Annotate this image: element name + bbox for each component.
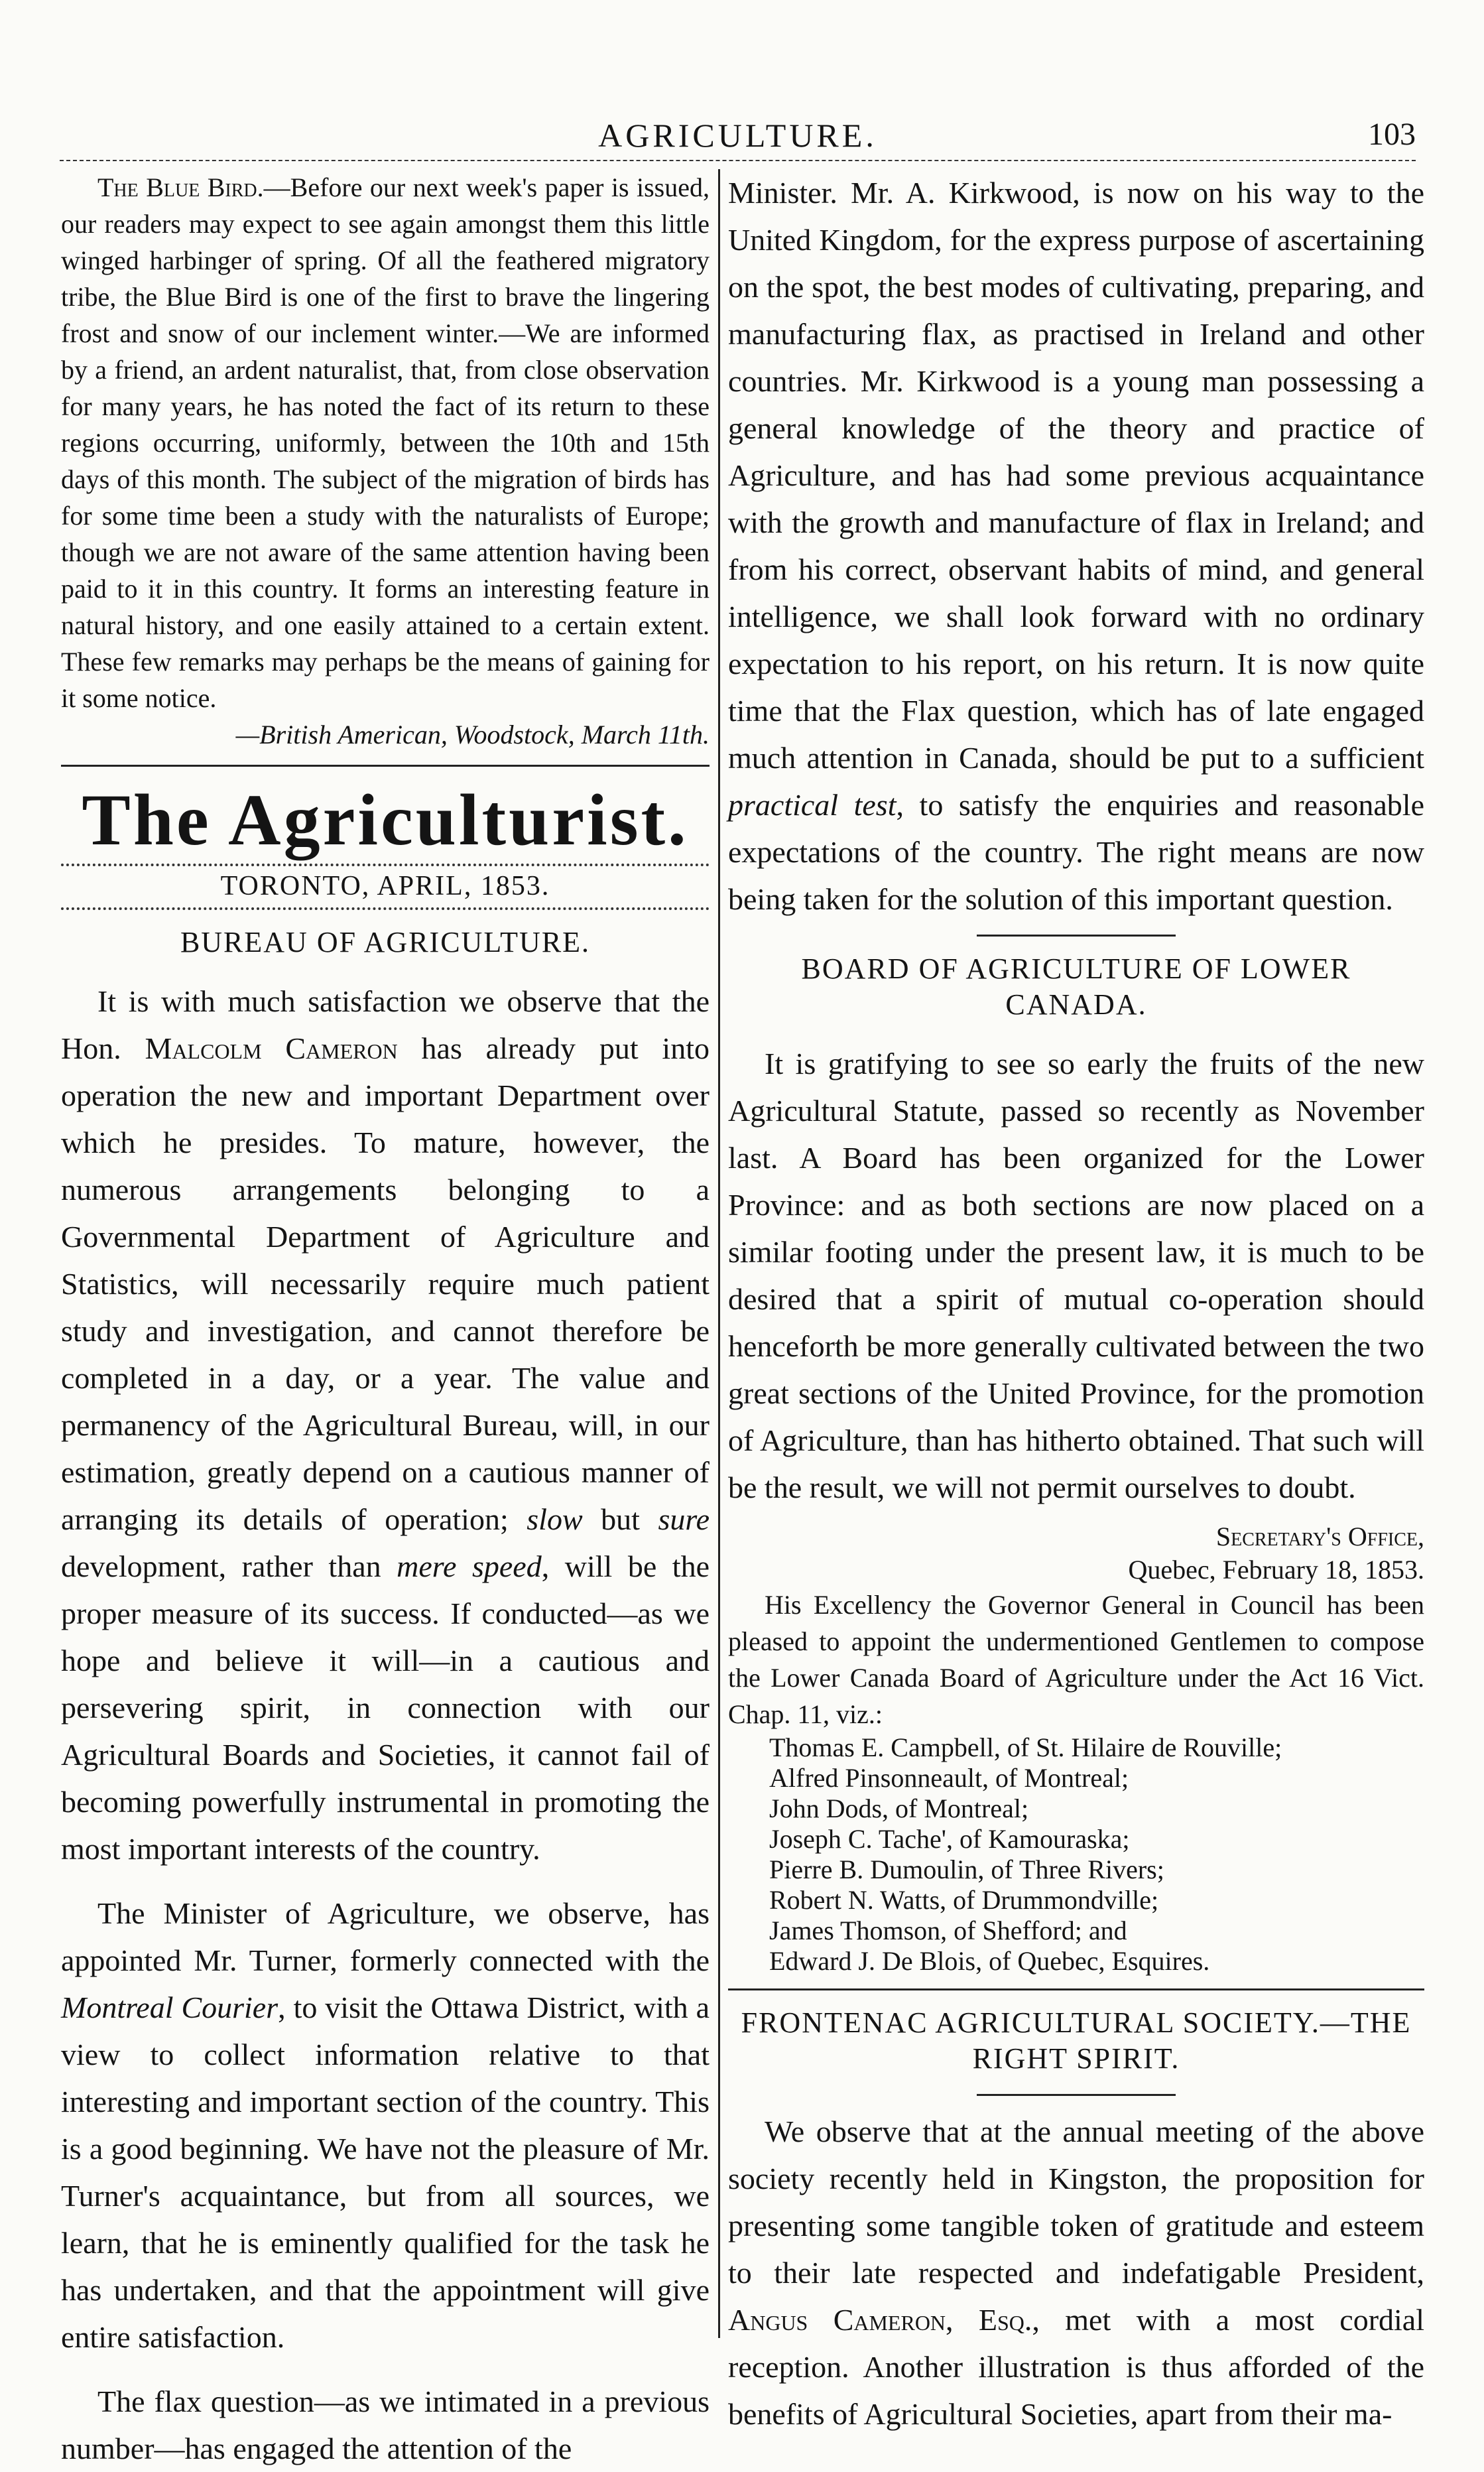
bureau-p1-mid: has already put into operation the new and important Department over which he presides. To mature, however, the numerous arrangements belonging to a Governmental Department of Agriculture and Statistics, will necessarily require much patient study and investigation, and cannot therefore be completed in a day, or a year. The value and permanency of the Agricultural Bureau, will, in our estimation, greatly depend on a cautious manner of arranging its details of operation;	[61, 1031, 710, 1536]
bureau-p2-before: The Minister of Agriculture, we observe, has appointed Mr. Turner, formerly connected with the	[61, 1896, 710, 1977]
appointee: James Thomson, of Shefford; and	[769, 1916, 1127, 1945]
dateline-ornament	[61, 907, 710, 910]
flax-continuation	[728, 169, 1424, 923]
bureau-p2-paper: Montreal Courier	[61, 1990, 278, 2024]
board-paragraph: It is gratifying to see so early the fruits of the new Agricultural Statute, passed so recently as November last. A Board has been organized for the Lower Province: and as both sections are now placed on a similar footing under the present law, it is much to be desired that a spirit of mutual co-operation should henceforth be more generally cultivated between the two great sections of the United Province, for the promotion of Agriculture, than has hitherto obtained. That such will be the result, we will not permit ourselves to doubt.	[728, 1047, 1424, 1504]
appointee: Joseph C. Tache', of Kamouraska;	[769, 1824, 1130, 1854]
blue-bird-article	[61, 169, 710, 716]
bureau-p1-rather: development, rather than	[61, 1549, 397, 1583]
flax-cont-before: Minister. Mr. A. Kirkwood, is now on his way to the United Kingdom, for the express purpose of ascertaining on the spot, the best modes of cultivating, preparing, and manufacturing flax, as practised in Ireland and other countries. Mr. Kirkwood is a young man possessing a general knowledge of the theory and practice of Agriculture, and has had some previous acquaintance with the growth and manufacture of flax in Ireland; and from his correct, observant habits of mind, and general intelligence, we shall look forward with no ordinary expectation to his report, on his return. It is now quite time that the Flax question, which has of late engaged much attention in Canada, should be put to a sufficient	[728, 176, 1424, 775]
left-column	[61, 169, 710, 2465]
appointee: Thomas E. Campbell, of St. Hilaire de Rouville;	[769, 1732, 1282, 1762]
board-title: BOARD OF AGRICULTURE OF LOWER CANADA.	[801, 952, 1351, 1021]
running-header	[60, 109, 1416, 163]
bureau-paragraph-1	[61, 978, 710, 1872]
flax-cont-after: , to satisfy the enquiries and reasonable expectations of the country. The right means are now being taken for the solution of this important question.	[728, 788, 1424, 916]
page-number: 103	[1368, 117, 1416, 152]
bureau-paragraph-3: The flax question—as we intimated in a previous number—has engaged the attention of the	[61, 2384, 710, 2465]
bureau-title: BUREAU OF AGRICULTURE.	[180, 926, 591, 958]
appointee: Edward J. De Blois, of Quebec, Esquires.	[769, 1946, 1210, 1976]
frontenac-p1-after: , met with a most cordial reception. Another illustration is thus afforded of the benefits of Agricultural Societies, apart from their ma-	[728, 2303, 1424, 2431]
bureau-p1-before: It is with much satisfaction we observe that the Hon.	[61, 984, 710, 1065]
section-rule-2	[728, 1988, 1424, 1990]
column-divider	[718, 169, 720, 2338]
secretary-office	[728, 1520, 1424, 1587]
masthead-rule	[61, 765, 710, 767]
header-title: AGRICULTURE.	[598, 117, 877, 154]
section-rule-1	[977, 935, 1176, 937]
appointee: Pierre B. Dumoulin, of Three Rivers;	[769, 1854, 1164, 1884]
appointee-list	[728, 1732, 1424, 1977]
bureau-paragraph-2	[61, 1890, 710, 2361]
office-date: Quebec, February 18, 1853.	[1128, 1555, 1424, 1585]
council-notice: His Excellency the Governor General in Council has been pleased to appoint the undermentioned Gentlemen to compose the Lower Canada Board of Agriculture under the Act 16 Vict. Chap. 11, viz.:	[728, 1590, 1424, 1729]
section-rule-3	[977, 2094, 1176, 2096]
frontenac-p1-before: We observe that at the annual meeting of the above society recently held in Kingston, the proposition for presenting some tangible token of gratitude and esteem to their late respected and indefatigable President,	[728, 2114, 1424, 2290]
blue-bird-lead: The Blue Bird.	[97, 172, 264, 202]
blue-bird-text: —Before our next week's paper is issued, our readers may expect to see again amongst them this little winged harbinger of spring. Of all the feathered migratory tribe, the Blue Bird is one of the first to brave the lingering frost and snow of our inclement winter.—We are informed by a friend, an ardent naturalist, that, from close observation for many years, he has noted the fact of its return to these regions occurring, uniformly, between the 10th and 15th days of this month. The subject of the migration of birds has for some time been a study with the naturalists of Europe; though we are not aware of the same attention having been paid to it in this country. It forms an interesting feature in natural history, and one easily attained to a certain extent. These few remarks may perhaps be the means of gaining for it some notice.	[61, 172, 710, 713]
header-rule	[60, 160, 1416, 161]
bureau-p1-sure: sure	[658, 1502, 710, 1536]
appointee: John Dods, of Montreal;	[769, 1793, 1029, 1823]
frontenac-title: FRONTENAC AGRICULTURAL SOCIETY.—THE RIGHT SPIRIT.	[741, 2006, 1412, 2075]
appointee: Alfred Pinsonneault, of Montreal;	[769, 1763, 1129, 1793]
masthead: The Agriculturist.	[82, 779, 689, 860]
bureau-p1-name: Malcolm Cameron	[145, 1031, 398, 1065]
bureau-p2-end: , to visit the Ottawa District, with a view to collect information relative to that interesting and important section of the country. This is a good beginning. We have not the pleasure of Mr. Turner's acquaintance, but from all sources, we learn, that he is eminently qualified for the task he has undertaken, and that the appointment will give entire satisfaction.	[61, 1990, 710, 2354]
bureau-p1-but: but	[582, 1502, 658, 1536]
dateline: TORONTO, APRIL, 1853.	[220, 871, 550, 901]
right-column	[728, 169, 1424, 2431]
frontenac-paragraph	[728, 2108, 1424, 2438]
bureau-p1-mere: mere speed	[397, 1549, 542, 1583]
frontenac-p1-name: Angus Cameron, Esq.	[728, 2303, 1032, 2337]
bureau-p1-slow: slow	[526, 1502, 583, 1536]
blue-bird-source: —British American, Woodstock, March 11th.	[235, 720, 710, 749]
masthead-ornament	[61, 864, 710, 866]
flax-cont-italic: practical test	[728, 788, 897, 822]
office-name: Secretary's Office,	[1215, 1522, 1424, 1551]
appointee: Robert N. Watts, of Drummondville;	[769, 1885, 1159, 1915]
bureau-p1-end: , will be the proper measure of its success. If conducted—as we hope and believe it will—in a cautious and persevering spirit, in connection with our Agricultural Boards and Societies, it cannot fail of becoming powerfully instrumental in promoting the most important interests of the country.	[61, 1549, 710, 1866]
